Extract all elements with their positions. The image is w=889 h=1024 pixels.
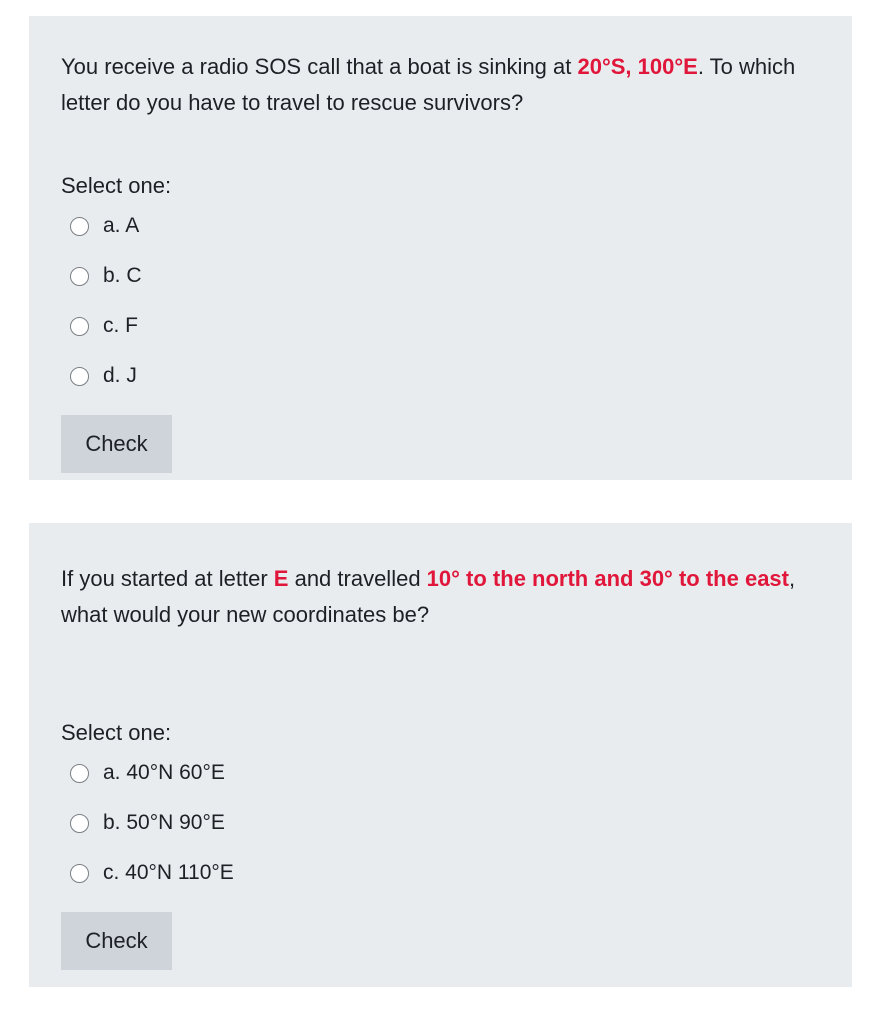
option-label: a. 40°N 60°E — [103, 761, 225, 784]
option-c[interactable] — [61, 848, 820, 898]
question-card-2 — [29, 523, 852, 987]
answer-options — [61, 201, 820, 401]
option-label: c. F — [103, 314, 138, 337]
option-label: d. J — [103, 364, 137, 387]
question-card-1 — [29, 16, 852, 480]
radio-button[interactable] — [70, 217, 89, 236]
question-text-start: You receive a radio SOS call that a boat is sinking at — [61, 54, 578, 79]
question-text-start: If you started at letter — [61, 566, 274, 591]
option-label: b. 50°N 90°E — [103, 811, 225, 834]
radio-button[interactable] — [70, 814, 89, 833]
question-text — [61, 561, 820, 633]
check-button[interactable]: Check — [61, 912, 172, 970]
question-highlight-letter: E — [273, 566, 289, 591]
check-button[interactable]: Check — [61, 415, 172, 473]
question-highlight-coordinates: 20°S, 100°E — [577, 54, 698, 79]
option-d[interactable] — [61, 351, 820, 401]
select-one-label: Select one: — [61, 173, 172, 198]
answer-options — [61, 748, 820, 898]
option-a[interactable] — [61, 201, 820, 251]
question-text-end: , what would your new coordinates be? — [61, 566, 796, 627]
option-c[interactable] — [61, 301, 820, 351]
option-label: c. 40°N 110°E — [103, 861, 234, 884]
radio-button[interactable] — [70, 764, 89, 783]
radio-button[interactable] — [70, 864, 89, 883]
question-text-end: . To which letter do you have to travel to rescue survivors? — [61, 54, 796, 115]
question-highlight-direction: 10° to the north and 30° to the east — [426, 566, 789, 591]
radio-button[interactable] — [70, 367, 89, 386]
option-label: a. A — [103, 214, 140, 237]
question-text-middle: and travelled — [288, 566, 427, 591]
option-b[interactable] — [61, 798, 820, 848]
select-one-label: Select one: — [61, 720, 172, 745]
radio-button[interactable] — [70, 317, 89, 336]
option-b[interactable] — [61, 251, 820, 301]
option-label: b. C — [103, 264, 142, 287]
option-a[interactable] — [61, 748, 820, 798]
radio-button[interactable] — [70, 267, 89, 286]
question-text — [61, 49, 820, 121]
